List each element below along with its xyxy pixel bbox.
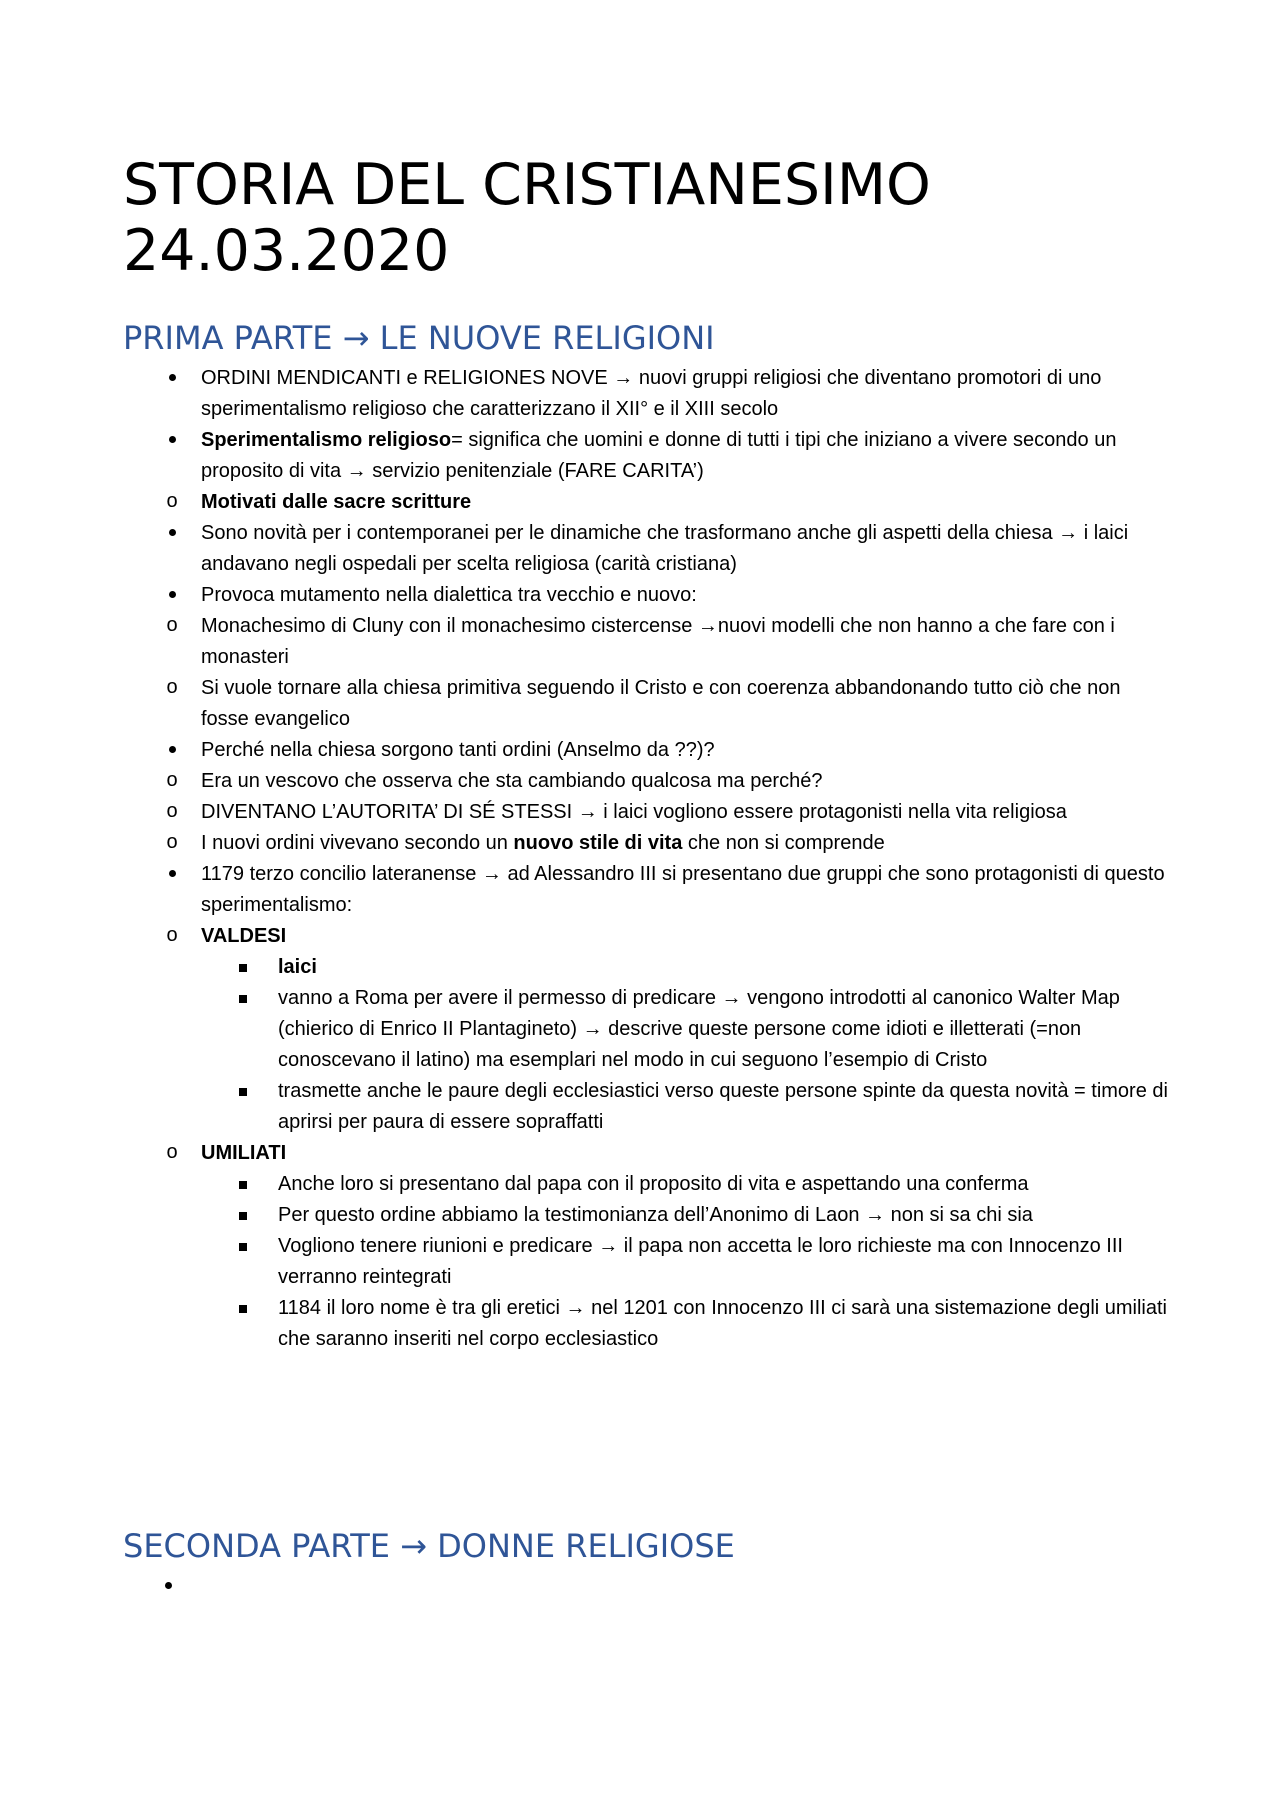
list-item-text: ORDINI MENDICANTI e RELIGIONES NOVE → nuovi gruppi religiosi che diventano promotori di uno sperimentalismo religioso che caratterizzano il XII° e il XIII secolo <box>201 367 1102 420</box>
section-heading-seconda-parte: SECONDA PARTE → DONNE RELIGIOSE <box>123 1527 735 1565</box>
sublist <box>123 766 1173 859</box>
title-line-1: STORIA DEL CRISTIANESIMO <box>123 152 931 218</box>
bullet-circle: o <box>166 614 178 636</box>
list-item-text: 1179 terzo concilio lateranense → ad Alessandro III si presentano due gruppi che sono protagonisti di questo sperimentalismo: <box>201 863 1165 916</box>
list-item <box>123 580 1173 735</box>
sublist-item <box>123 828 1173 859</box>
sub-sublist-item <box>201 1076 1173 1138</box>
section-1-list <box>123 363 1173 1355</box>
sublist-item-text: I nuovi ordini vivevano secondo un <box>201 832 514 854</box>
bullet-circle: o <box>166 831 178 853</box>
sublist-item-text: Era un vescovo che osserva che sta cambiando qualcosa ma perché? <box>201 770 823 792</box>
title-line-2: 24.03.2020 <box>123 218 450 284</box>
sublist-item-text: Si vuole tornare alla chiesa primitiva seguendo il Cristo e con coerenza abbandonando tutto ciò che non fosse evangelico <box>201 677 1121 730</box>
list-item-bold-text: Sperimentalismo religioso <box>201 429 452 451</box>
sub-sublist-item <box>201 1293 1173 1355</box>
bullet-square <box>239 1243 247 1251</box>
list-item <box>123 518 1173 580</box>
bullet-dot <box>165 518 179 549</box>
sublist <box>123 921 1173 1355</box>
sublist-item-text: che non si comprende <box>682 832 885 854</box>
bullet-square <box>239 964 247 972</box>
sublist-item-valdesi <box>123 921 1173 1138</box>
sub-sublist-item <box>201 1231 1173 1293</box>
sub-sublist-item <box>201 983 1173 1076</box>
sublist-item-text: Monachesimo di Cluny con il monachesimo cistercense →nuovi modelli che non hanno a che fare con i monasteri <box>201 615 1115 668</box>
bullet-square <box>239 1181 247 1189</box>
bullet-circle: o <box>166 490 178 512</box>
list-item <box>123 859 1173 1355</box>
sub-sublist-item-text: Vogliono tenere riunioni e predicare → il papa non accetta le loro richieste ma con Innocenzo III verranno reintegrati <box>278 1235 1123 1288</box>
empty-list-item <box>165 1578 172 1596</box>
bullet-dot <box>165 1582 172 1589</box>
section-heading-prima-parte: PRIMA PARTE → LE NUOVE RELIGIONI <box>123 319 715 357</box>
bullet-circle: o <box>166 800 178 822</box>
bullet-dot <box>165 859 179 890</box>
bullet-dot <box>165 580 179 611</box>
bullet-circle: o <box>166 676 178 698</box>
group-title-valdesi: VALDESI <box>201 925 287 947</box>
sub-sublist-item-text: laici <box>278 956 317 978</box>
list-item <box>123 363 1173 425</box>
document-title <box>123 152 931 284</box>
list-item-text: Perché nella chiesa sorgono tanti ordini (Anselmo da ??)? <box>201 739 715 761</box>
list-item <box>123 735 1173 859</box>
sublist-item <box>123 766 1173 797</box>
sublist-item <box>123 487 1173 518</box>
sub-sublist-item-text: vanno a Roma per avere il permesso di predicare → vengono introdotti al canonico Walter Map (chierico di Enrico II Plantagineto) → descrive queste persone come idioti e illetterati (=non conoscevano il latino) ma esemplari nel modo in cui seguono l’esempio di Cristo <box>278 987 1120 1071</box>
bullet-dot <box>165 363 179 394</box>
sub-sublist-item <box>201 1169 1173 1200</box>
sublist-item-umiliati <box>123 1138 1173 1355</box>
sublist-item-bold-text: nuovo stile di vita <box>513 832 683 854</box>
bullet-circle: o <box>166 769 178 791</box>
sub-sublist-item-text: Anche loro si presentano dal papa con il proposito di vita e aspettando una conferma <box>278 1173 1029 1195</box>
sub-sublist <box>201 952 1173 1138</box>
sub-sublist-item-text: Per questo ordine abbiamo la testimonianza dell’Anonimo di Laon → non si sa chi sia <box>278 1204 1033 1226</box>
sublist-item-text: Motivati dalle sacre scritture <box>201 491 472 513</box>
list-item-text: Provoca mutamento nella dialettica tra vecchio e nuovo: <box>201 584 697 606</box>
bullet-dot <box>165 735 179 766</box>
list-item-text: Sono novità per i contemporanei per le dinamiche che trasformano anche gli aspetti della chiesa → i laici andavano negli ospedali per scelta religiosa (carità cristiana) <box>201 522 1129 575</box>
sublist-item <box>123 673 1173 735</box>
bullet-circle: o <box>166 924 178 946</box>
bullet-square <box>239 1212 247 1220</box>
bullet-square <box>239 1088 247 1096</box>
sub-sublist-item-text: trasmette anche le paure degli ecclesiastici verso queste persone spinte da questa novità = timore di aprirsi per paura di essere sopraffatti <box>278 1080 1168 1133</box>
bullet-square <box>239 995 247 1003</box>
group-title-umiliati: UMILIATI <box>201 1142 287 1164</box>
sub-sublist-item <box>201 1200 1173 1231</box>
bullet-square <box>239 1305 247 1313</box>
sub-sublist-item <box>201 952 1173 983</box>
sublist-item-text: DIVENTANO L’AUTORITA’ DI SÉ STESSI → i laici vogliono essere protagonisti nella vita religiosa <box>201 801 1067 823</box>
sub-sublist <box>201 1169 1173 1355</box>
list-item-text: = significa che uomini e donne di tutti i tipi che iniziano a vivere secondo un proposito di vita → servizio penitenziale (FARE CARITA’) <box>201 429 1117 482</box>
bullet-circle: o <box>166 1141 178 1163</box>
bullet-dot <box>165 425 179 456</box>
list-item <box>123 425 1173 518</box>
sublist <box>123 487 1173 518</box>
sublist <box>123 611 1173 735</box>
sublist-item <box>123 611 1173 673</box>
sublist-item <box>123 797 1173 828</box>
sub-sublist-item-text: 1184 il loro nome è tra gli eretici → nel 1201 con Innocenzo III ci sarà una sistemazione degli umiliati che saranno inseriti nel corpo ecclesiastico <box>278 1297 1167 1350</box>
